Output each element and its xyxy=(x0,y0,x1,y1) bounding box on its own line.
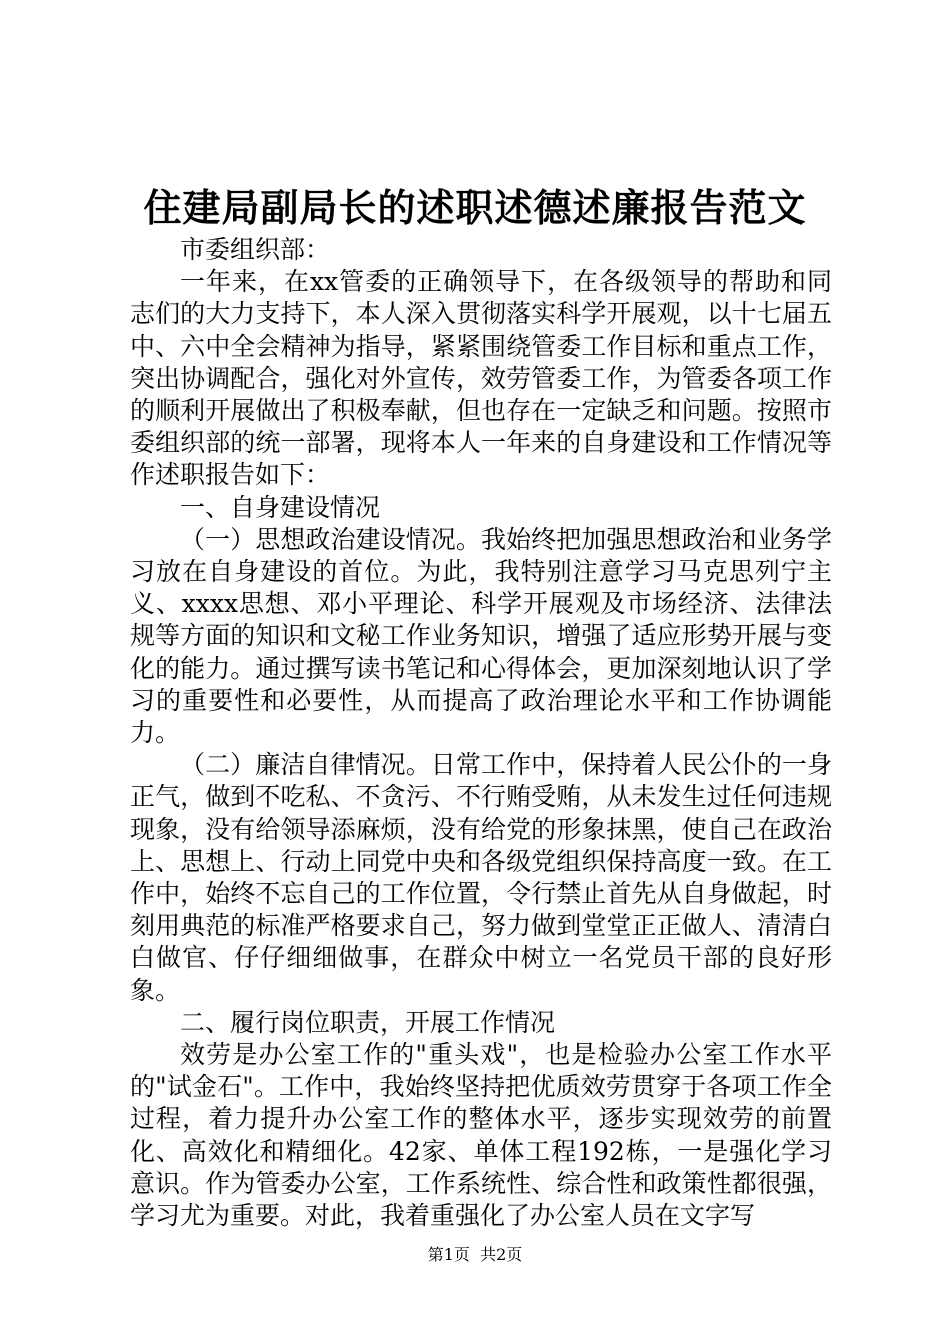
page-total: 共2页 xyxy=(480,1245,523,1264)
section-heading-2: 二、履行岗位职责，开展工作情况 xyxy=(180,1007,556,1037)
page-number: 第1页 xyxy=(427,1245,470,1264)
document-title: 住建局副局长的述职述德述廉报告范文 xyxy=(143,185,807,230)
subsection-integrity-paragraph: （二）廉洁自律情况。日常工作中，保持着人民公仆的一身正气，做到不吃私、不贪污、不行贿受贿，从未发生过任何违规现象，没有给领导添麻烦，没有给党的形象抹黑，使自己在政治上、思想上、行动上同党中央和各级党组织保持高度一致。在工作中，始终不忘自己的工作位置，令行禁止首先从自身做起，时刻用典范的标准严格要求自己，努力做到堂堂正正做人、清清白白做官、仔仔细细做事，在群众中树立一名党员干部的良好形象。 xyxy=(130,750,832,1005)
service-paragraph: 效劳是办公室工作的"重头戏"，也是检验办公室工作水平的"试金石"。工作中，我始终坚持把优质效劳贯穿于各项工作全过程，着力提升办公室工作的整体水平，逐步实现效劳的前置化、高效化和精细化。42家、单体工程192栋，一是强化学习意识。作为管委办公室，工作系统性、综合性和政策性都很强，学习尤为重要。对此，我着重强化了办公室人员在文字写 xyxy=(130,1040,832,1231)
subsection-political-paragraph: （一）思想政治建设情况。我始终把加强思想政治和业务学习放在自身建设的首位。为此，我特别注意学习马克思列宁主义、xxxx思想、邓小平理论、科学开展观及市场经济、法律法规等方面的知识和文秘工作业务知识，增强了适应形势开展与变化的能力。通过撰写读书笔记和心得体会，更加深刻地认识了学习的重要性和必要性，从而提高了政治理论水平和工作协调能力。 xyxy=(130,524,832,748)
salutation: 市委组织部： xyxy=(180,235,331,264)
section-heading-1: 一、自身建设情况 xyxy=(180,492,381,522)
intro-paragraph: 一年来，在xx管委的正确领导下，在各级领导的帮助和同志们的大力支持下，本人深入贯彻落实科学开展观，以十七届五中、六中全会精神为指导，紧紧围绕管委工作目标和重点工作，突出协调配合，强化对外宣传，效劳管委工作，为管委各项工作的顺利开展做出了积极奉献，但也存在一定缺乏和问题。按照市委组织部的统一部署，现将本人一年来的自身建设和工作情况等作述职报告如下： xyxy=(130,267,832,490)
page-footer xyxy=(0,1244,950,1266)
document-body xyxy=(130,234,832,1232)
